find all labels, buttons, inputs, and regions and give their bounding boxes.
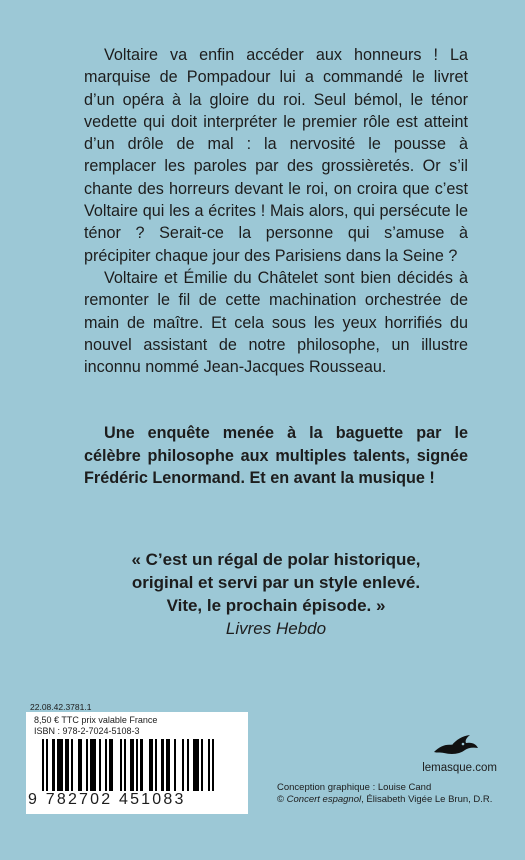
artwork-credit: , Élisabeth Vigée Le Brun, D.R. bbox=[361, 794, 493, 805]
tagline: Une enquête menée à la baguette par le célèbre philosophe aux multiples talents, signée Frédéric Lenormand. Et en avant la musique ! bbox=[84, 424, 468, 487]
mask-logo-icon bbox=[432, 730, 480, 760]
copyright-sign: © bbox=[277, 794, 287, 805]
barcode-bar bbox=[214, 739, 216, 791]
price-barcode-box bbox=[26, 712, 248, 814]
price-text: 8,50 € TTC prix valable France bbox=[34, 715, 158, 725]
quote-line: « C’est un régal de polar historique, bbox=[131, 550, 421, 569]
barcode bbox=[42, 739, 242, 791]
quote-line: Vite, le prochain épisode. » bbox=[166, 596, 386, 615]
barcode-number: 9 782702 451083 bbox=[28, 791, 186, 808]
image-credit bbox=[277, 794, 497, 806]
artwork-title: Concert espagnol bbox=[286, 794, 362, 805]
synopsis bbox=[84, 44, 468, 378]
synopsis-paragraph-2: Voltaire et Émilie du Châtelet sont bien décidés à remonter le fil de cette machination orchestrée de main de maître. Et cela sous les yeux horrifiés du nouvel assistant de notre philosophe, un illustre inconnu nommé Jean-Jacques Rousseau. bbox=[84, 268, 468, 377]
publisher-website: lemasque.com bbox=[422, 762, 497, 774]
quote-line: original et servi par un style enlevé. bbox=[131, 573, 421, 592]
press-quote bbox=[84, 548, 468, 617]
reference-code: 22.08.42.3781.1 bbox=[30, 702, 92, 712]
isbn-text: ISBN : 978-2-7024-5108-3 bbox=[34, 726, 140, 736]
credits bbox=[277, 782, 497, 806]
design-credit: Conception graphique : Louise Cand bbox=[277, 782, 432, 793]
synopsis-paragraph-1: Voltaire va enfin accéder aux honneurs ! La marquise de Pompadour lui a commandé le livret d’un opéra à la gloire du roi. Seul bémol, le ténor vedette qui doit interpréter le premier rôle est atteint d’un drôle de mal : la nervosité le pousse à remplacer les paroles par des grossièretés. Or s’il chante des horreurs devant le roi, on croira que c’est Voltaire qui les a écrites ! Mais alors, qui persécute le ténor ? Serait-ce la personne qui s’amuse à précipiter chaque jour des Parisiens dans la Seine ? bbox=[84, 46, 468, 265]
quote-source: Livres Hebdo bbox=[225, 619, 327, 638]
